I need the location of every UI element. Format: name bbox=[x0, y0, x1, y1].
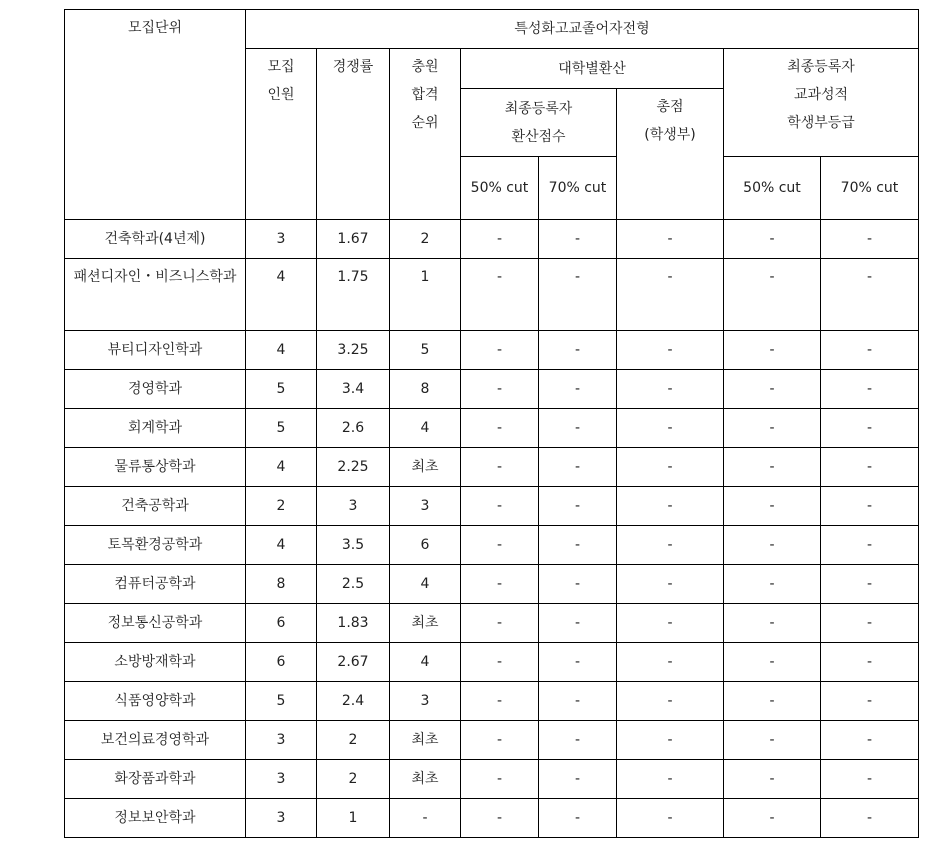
conv-cut50: - bbox=[461, 643, 539, 682]
table-row bbox=[65, 760, 919, 799]
conv-cut50: - bbox=[461, 526, 539, 565]
dept-name: 회계학과 bbox=[65, 409, 246, 448]
grade-cut50: - bbox=[724, 370, 821, 409]
table-row bbox=[65, 604, 919, 643]
table-row bbox=[65, 409, 919, 448]
competition-rate: 2.25 bbox=[317, 448, 390, 487]
waitlist-rank: 4 bbox=[390, 565, 461, 604]
dept-name: 식품영양학과 bbox=[65, 682, 246, 721]
competition-rate: 2 bbox=[317, 721, 390, 760]
table-row bbox=[65, 448, 919, 487]
recruit-count: 3 bbox=[246, 220, 317, 259]
waitlist-rank: 5 bbox=[390, 331, 461, 370]
grade-cut70: - bbox=[821, 370, 919, 409]
total-score: - bbox=[617, 259, 724, 331]
waitlist-rank: 4 bbox=[390, 643, 461, 682]
conv-cut50: - bbox=[461, 220, 539, 259]
header-total-line2: (학생부) bbox=[644, 127, 696, 143]
header-final-grade bbox=[724, 49, 919, 157]
table-row bbox=[65, 643, 919, 682]
grade-cut70: - bbox=[821, 643, 919, 682]
conv-cut70: - bbox=[539, 760, 617, 799]
total-score: - bbox=[617, 760, 724, 799]
waitlist-rank: 8 bbox=[390, 370, 461, 409]
conv-cut70: - bbox=[539, 259, 617, 331]
recruit-count: 6 bbox=[246, 643, 317, 682]
dept-name: 토목환경공학과 bbox=[65, 526, 246, 565]
header-rank-line2: 합격 bbox=[411, 87, 439, 103]
table-row bbox=[65, 331, 919, 370]
competition-rate: 3 bbox=[317, 487, 390, 526]
table-row bbox=[65, 370, 919, 409]
dept-name: 경영학과 bbox=[65, 370, 246, 409]
waitlist-rank: 최초 bbox=[390, 448, 461, 487]
conv-cut70: - bbox=[539, 448, 617, 487]
grade-cut50: - bbox=[724, 721, 821, 760]
header-final-conv-line1: 최종등록자 bbox=[504, 100, 573, 117]
conv-cut70: - bbox=[539, 409, 617, 448]
competition-rate: 1.83 bbox=[317, 604, 390, 643]
dept-name: 건축학과(4년제) bbox=[65, 220, 246, 259]
conv-cut70: - bbox=[539, 643, 617, 682]
waitlist-rank: 6 bbox=[390, 526, 461, 565]
conv-cut70: - bbox=[539, 604, 617, 643]
header-rank-line1: 충원 bbox=[411, 59, 439, 75]
dept-name: 화장품과학과 bbox=[65, 760, 246, 799]
grade-cut70: - bbox=[821, 682, 919, 721]
table-row bbox=[65, 487, 919, 526]
conv-cut70: - bbox=[539, 721, 617, 760]
recruit-count: 4 bbox=[246, 526, 317, 565]
competition-rate: 3.5 bbox=[317, 526, 390, 565]
grade-cut50: - bbox=[724, 643, 821, 682]
grade-cut50: - bbox=[724, 760, 821, 799]
conv-cut50: - bbox=[461, 409, 539, 448]
header-rank bbox=[390, 49, 461, 220]
grade-cut70: - bbox=[821, 760, 919, 799]
total-score: - bbox=[617, 370, 724, 409]
conv-cut70: - bbox=[539, 526, 617, 565]
dept-name: 소방방재학과 bbox=[65, 643, 246, 682]
conv-cut50: - bbox=[461, 331, 539, 370]
competition-rate: 2.4 bbox=[317, 682, 390, 721]
grade-cut50: - bbox=[724, 259, 821, 331]
conv-cut70: - bbox=[539, 487, 617, 526]
recruit-count: 6 bbox=[246, 604, 317, 643]
recruit-count: 3 bbox=[246, 760, 317, 799]
recruit-count: 5 bbox=[246, 409, 317, 448]
table-row bbox=[65, 721, 919, 760]
grade-cut70: - bbox=[821, 259, 919, 331]
waitlist-rank: 3 bbox=[390, 487, 461, 526]
grade-cut70: - bbox=[821, 526, 919, 565]
header-recruit bbox=[246, 49, 317, 220]
grade-cut50: - bbox=[724, 799, 821, 838]
table-row bbox=[65, 682, 919, 721]
header-conv-cut50: 50% cut bbox=[461, 157, 539, 220]
header-univ-conv: 대학별환산 bbox=[461, 49, 724, 89]
waitlist-rank: 최초 bbox=[390, 604, 461, 643]
grade-cut70: - bbox=[821, 331, 919, 370]
header-final-grade-line1: 최종등록자 bbox=[787, 59, 855, 75]
grade-cut70: - bbox=[821, 448, 919, 487]
total-score: - bbox=[617, 643, 724, 682]
dept-name: 컴퓨터공학과 bbox=[65, 565, 246, 604]
grade-cut50: - bbox=[724, 604, 821, 643]
table-row bbox=[65, 799, 919, 838]
total-score: - bbox=[617, 331, 724, 370]
competition-rate: 1.75 bbox=[317, 259, 390, 331]
recruit-count: 5 bbox=[246, 682, 317, 721]
competition-rate: 2 bbox=[317, 760, 390, 799]
grade-cut50: - bbox=[724, 448, 821, 487]
table-row bbox=[65, 526, 919, 565]
total-score: - bbox=[617, 721, 724, 760]
grade-cut50: - bbox=[724, 331, 821, 370]
conv-cut50: - bbox=[461, 604, 539, 643]
header-unit: 모집단위 bbox=[65, 10, 246, 220]
conv-cut70: - bbox=[539, 682, 617, 721]
grade-cut70: - bbox=[821, 487, 919, 526]
total-score: - bbox=[617, 409, 724, 448]
recruit-count: 3 bbox=[246, 721, 317, 760]
competition-rate: 1.67 bbox=[317, 220, 390, 259]
conv-cut70: - bbox=[539, 799, 617, 838]
table-row bbox=[65, 220, 919, 259]
total-score: - bbox=[617, 526, 724, 565]
waitlist-rank: 1 bbox=[390, 259, 461, 331]
recruit-count: 5 bbox=[246, 370, 317, 409]
conv-cut70: - bbox=[539, 220, 617, 259]
waitlist-rank: - bbox=[390, 799, 461, 838]
total-score: - bbox=[617, 448, 724, 487]
conv-cut70: - bbox=[539, 565, 617, 604]
conv-cut50: - bbox=[461, 448, 539, 487]
grade-cut50: - bbox=[724, 682, 821, 721]
total-score: - bbox=[617, 799, 724, 838]
grade-cut70: - bbox=[821, 604, 919, 643]
grade-cut50: - bbox=[724, 526, 821, 565]
waitlist-rank: 4 bbox=[390, 409, 461, 448]
header-recruit-line2: 인원 bbox=[267, 87, 295, 103]
recruit-count: 8 bbox=[246, 565, 317, 604]
grade-cut50: - bbox=[724, 565, 821, 604]
dept-name: 뷰티디자인학과 bbox=[65, 331, 246, 370]
dept-name: 보건의료경영학과 bbox=[65, 721, 246, 760]
header-final-conv-line2: 환산점수 bbox=[511, 128, 566, 145]
dept-name: 물류통상학과 bbox=[65, 448, 246, 487]
conv-cut50: - bbox=[461, 760, 539, 799]
grade-cut50: - bbox=[724, 409, 821, 448]
header-grade-cut70: 70% cut bbox=[821, 157, 919, 220]
dept-name: 정보통신공학과 bbox=[65, 604, 246, 643]
waitlist-rank: 3 bbox=[390, 682, 461, 721]
grade-cut70: - bbox=[821, 799, 919, 838]
conv-cut50: - bbox=[461, 682, 539, 721]
header-grade-cut50: 50% cut bbox=[724, 157, 821, 220]
competition-rate: 2.5 bbox=[317, 565, 390, 604]
admission-results-table bbox=[64, 9, 919, 838]
competition-rate: 2.67 bbox=[317, 643, 390, 682]
grade-cut50: - bbox=[724, 487, 821, 526]
conv-cut70: - bbox=[539, 370, 617, 409]
table-row bbox=[65, 565, 919, 604]
header-final-grade-line3: 학생부등급 bbox=[787, 115, 855, 131]
recruit-count: 4 bbox=[246, 331, 317, 370]
total-score: - bbox=[617, 487, 724, 526]
header-competition: 경쟁률 bbox=[317, 49, 390, 220]
waitlist-rank: 최초 bbox=[390, 721, 461, 760]
grade-cut70: - bbox=[821, 721, 919, 760]
waitlist-rank: 2 bbox=[390, 220, 461, 259]
conv-cut50: - bbox=[461, 370, 539, 409]
recruit-count: 3 bbox=[246, 799, 317, 838]
header-total bbox=[617, 89, 724, 220]
header-total-line1: 총점 bbox=[656, 99, 684, 115]
competition-rate: 2.6 bbox=[317, 409, 390, 448]
conv-cut70: - bbox=[539, 331, 617, 370]
grade-cut70: - bbox=[821, 409, 919, 448]
total-score: - bbox=[617, 220, 724, 259]
recruit-count: 4 bbox=[246, 448, 317, 487]
recruit-count: 2 bbox=[246, 487, 317, 526]
total-score: - bbox=[617, 682, 724, 721]
dept-name: 패션디자인・비즈니스학과 bbox=[65, 259, 246, 331]
header-final-conv bbox=[461, 89, 617, 157]
dept-name: 건축공학과 bbox=[65, 487, 246, 526]
header-final-grade-line2: 교과성적 bbox=[793, 87, 849, 103]
header-conv-cut70: 70% cut bbox=[539, 157, 617, 220]
recruit-count: 4 bbox=[246, 259, 317, 331]
waitlist-rank: 최초 bbox=[390, 760, 461, 799]
total-score: - bbox=[617, 565, 724, 604]
competition-rate: 3.25 bbox=[317, 331, 390, 370]
conv-cut50: - bbox=[461, 259, 539, 331]
conv-cut50: - bbox=[461, 721, 539, 760]
grade-cut50: - bbox=[724, 220, 821, 259]
conv-cut50: - bbox=[461, 487, 539, 526]
conv-cut50: - bbox=[461, 799, 539, 838]
header-group: 특성화고교졸어자전형 bbox=[246, 10, 919, 49]
total-score: - bbox=[617, 604, 724, 643]
competition-rate: 1 bbox=[317, 799, 390, 838]
dept-name: 정보보안학과 bbox=[65, 799, 246, 838]
grade-cut70: - bbox=[821, 565, 919, 604]
header-recruit-line1: 모집 bbox=[267, 59, 295, 75]
conv-cut50: - bbox=[461, 565, 539, 604]
header-rank-line3: 순위 bbox=[411, 115, 439, 131]
table-row bbox=[65, 259, 919, 331]
competition-rate: 3.4 bbox=[317, 370, 390, 409]
grade-cut70: - bbox=[821, 220, 919, 259]
